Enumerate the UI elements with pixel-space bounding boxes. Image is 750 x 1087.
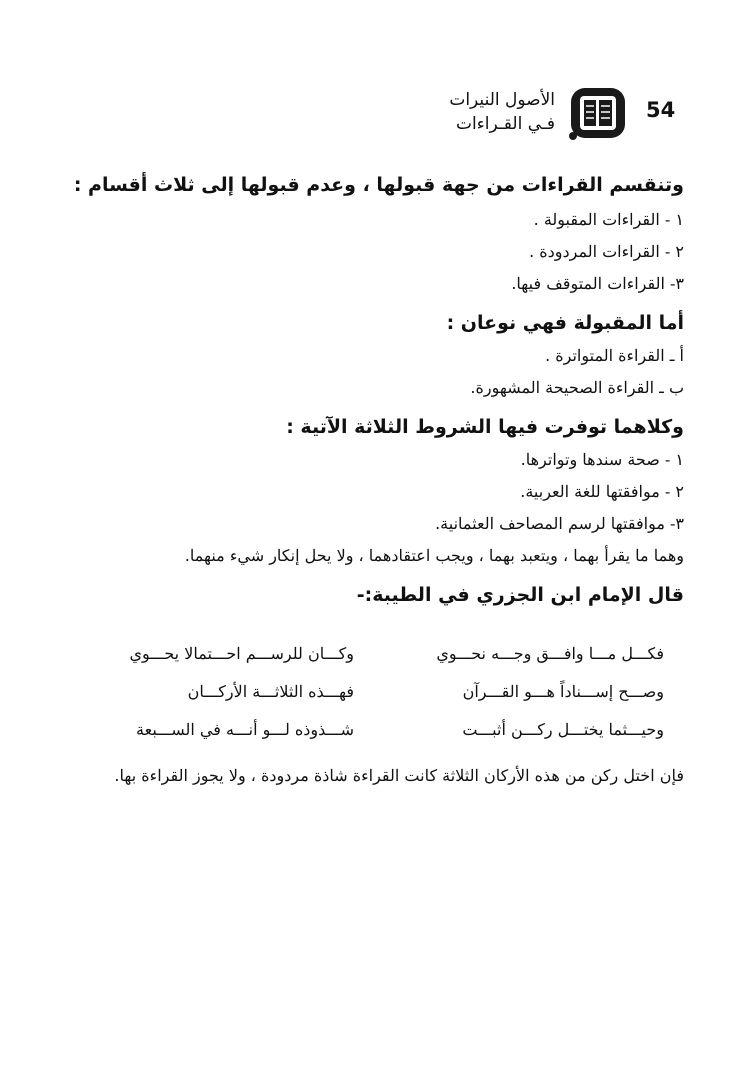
section3-item-3: ٣- موافقتها لرسم المصاحف العثمانية.	[435, 514, 684, 533]
book-logo-icon	[567, 84, 629, 144]
section3-item-2: ٢ - موافقتها للغة العربية.	[520, 482, 684, 501]
verse-second-hemistich: فهـــذه الثلاثـــة الأركـــان	[187, 681, 354, 701]
page-number: 54	[646, 98, 676, 122]
section2-item-2: ب ـ القراءة الصحيحة المشهورة.	[470, 378, 684, 397]
page-content	[73, 168, 684, 812]
header-title	[449, 88, 555, 136]
section1-heading: وتنقسم القراءات من جهة قبولها ، وعدم قبولها إلى ثلاث أقسام :	[73, 174, 684, 196]
section3-item-1: ١ - صحة سندها وتواترها.	[520, 450, 684, 469]
section2-item-1: أ ـ القراءة المتواترة .	[545, 346, 684, 365]
section1-item-3: ٣- القراءات المتوقف فيها.	[511, 274, 684, 293]
header-title-line1: الأصول النيرات	[449, 90, 555, 110]
section3-note: وهما ما يقرأ بهما ، ويتعبد بهما ، ويجب اعتقادهما ، ولا يحل إنكار شيء منهما.	[184, 546, 684, 565]
poem	[84, 634, 684, 748]
section3-heading: وكلاهما توفرت فيها الشروط الثلاثة الآتية :	[286, 416, 684, 438]
section2-heading: أما المقبولة فهي نوعان :	[446, 312, 684, 334]
poem-verse	[84, 710, 684, 748]
verse-second-hemistich: شـــذوذه لـــو أنـــه في الســـبعة	[136, 719, 354, 739]
poem-verse	[84, 634, 684, 672]
verse-second-hemistich: وكـــان للرســـم احـــتمالا يحـــوي	[129, 643, 354, 663]
closing-paragraph: فإن اختل ركن من هذه الأركان الثلاثة كانت القراءة شاذة مردودة ، ولا يجوز القراءة بها.	[114, 766, 684, 785]
poem-intro: قال الإمام ابن الجزري في الطيبة:-	[356, 584, 684, 606]
section1-item-1: ١ - القراءات المقبولة .	[533, 210, 684, 229]
verse-first-hemistich: وحيـــثما يختـــل ركـــن أثبـــت	[462, 719, 664, 739]
section1-item-2: ٢ - القراءات المردودة .	[529, 242, 684, 261]
header-title-line2: فـي القـراءات	[456, 114, 555, 134]
verse-first-hemistich: وصـــح إســـناداً هـــو القـــرآن	[462, 681, 664, 701]
poem-verse	[84, 672, 684, 710]
verse-first-hemistich: فكـــل مـــا وافـــق وجـــه نحـــوي	[436, 643, 664, 663]
